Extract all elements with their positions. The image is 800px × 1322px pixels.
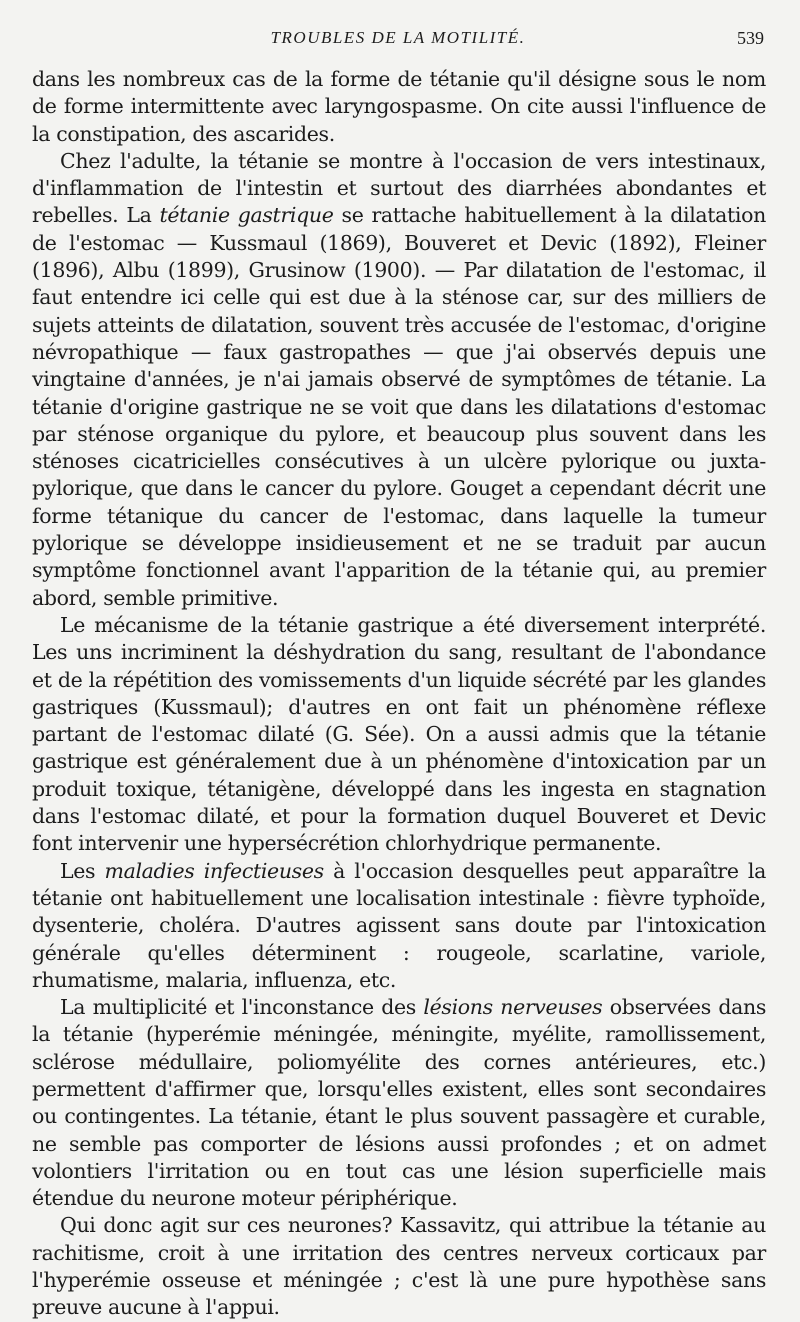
- paragraph: [32, 994, 766, 1212]
- page-header: [32, 28, 764, 54]
- text-run: Chez l'adulte, la tétanie se montre à l'occasion de vers intestinaux, d'inflammation de l'intestin et surtout des diarrhées abondantes et rebelles. La: [32, 148, 766, 228]
- italic-term: maladies infectieuses: [104, 858, 324, 883]
- running-title: TROUBLES DE LA MOTILITÉ.: [270, 28, 526, 47]
- body-text: [32, 66, 766, 1322]
- italic-term: tétanie gastrique: [159, 203, 334, 228]
- text-run: observées dans la tétanie (hyperémie méningée, méningite, myélite, ramollissement, sclérose médullaire, poliomyélite des cornes antérieures, etc.) permettent d'affirmer que, lorsqu'elles existent, elles sont secondaires ou contingentes. La tétanie, étant le plus souvent passagère et curable, ne semble pas comporter de lésions aussi profondes ; et on admet volontiers l'irritation ou en tout cas une lésion superficielle mais étendue du neurone moteur périphérique.: [32, 995, 766, 1211]
- text-run: se rattache habituellement à la dilatation de l'estomac — Kussmaul (1869), Bouveret et Devic (1892), Fleiner (1896), Albu (1899), Grusinow (1900). — Par dilatation de l'estomac, il faut entendre ici celle qui est due à la sténose car, sur des milliers de sujets atteints de dilatation, souvent très accusée de l'estomac, d'origine névropathique — faux gastropathes — que j'ai observés depuis une vingtaine d'années, je n'ai jamais observé de symptômes de tétanie. La tétanie d'origine gastrique ne se voit que dans les dilatations d'estomac par sténose organique du pylore, et beaucoup plus souvent dans les sténoses cicatricielles consécutives à un ulcère pylorique ou juxta-pylorique, que dans le cancer du pylore. Gouget a cependant décrit une forme tétanique du cancer de l'estomac, dans laquelle la tumeur pylorique se développe insidieusement et ne se traduit par aucun symptôme fonctionnel avant l'apparition de la tétanie qui, au premier abord, semble primitive.: [32, 203, 766, 610]
- paragraph: [32, 1212, 766, 1321]
- paragraph: [32, 66, 766, 148]
- text-run: à l'occasion desquelles peut apparaître la tétanie ont habituellement une localisation intestinale : fièvre typhoïde, dysenterie, choléra. D'autres agissent sans doute par l'intoxication générale qu'elles déterminent : rougeole, scarlatine, variole, rhumatisme, malaria, influenza, etc.: [32, 858, 766, 992]
- paragraph: [32, 148, 766, 612]
- text-run: La multiplicité et l'inconstance des: [60, 995, 424, 1020]
- text-run: Qui donc agit sur ces neurones? Kassavitz, qui attribue la tétanie au rachitisme, croit à une irritation des centres nerveux corticaux par l'hyperémie osseuse et méningée ; c'est là une pure hypothèse sans preuve aucune à l'appui.: [32, 1213, 766, 1320]
- paragraph: [32, 612, 766, 858]
- italic-term: lésions nerveuses: [423, 995, 603, 1020]
- page-number: 539: [737, 28, 764, 48]
- text-run: Les: [60, 858, 105, 883]
- paragraph: [32, 858, 766, 994]
- text-run: Le mécanisme de la tétanie gastrique a été diversement interprété. Les uns incriminent la déshydration du sang, resultant de l'abondance et de la répétition des vomissements d'un liquide sécrété par les glandes gastriques (Kussmaul); d'autres en ont fait un phénomène réflexe partant de l'estomac dilaté (G. Sée). On a aussi admis que la tétanie gastrique est généralement due à un phénomène d'intoxication par un produit toxique, tétanigène, développé dans les ingesta en stagnation dans l'estomac dilaté, et pour la formation duquel Bouveret et Devic font intervenir une hypersécrétion chlorhydrique permanente.: [32, 612, 766, 856]
- text-run: dans les nombreux cas de la forme de tétanie qu'il désigne sous le nom de forme intermittente avec laryngospasme. On cite aussi l'influence de la constipation, des ascarides.: [32, 67, 766, 146]
